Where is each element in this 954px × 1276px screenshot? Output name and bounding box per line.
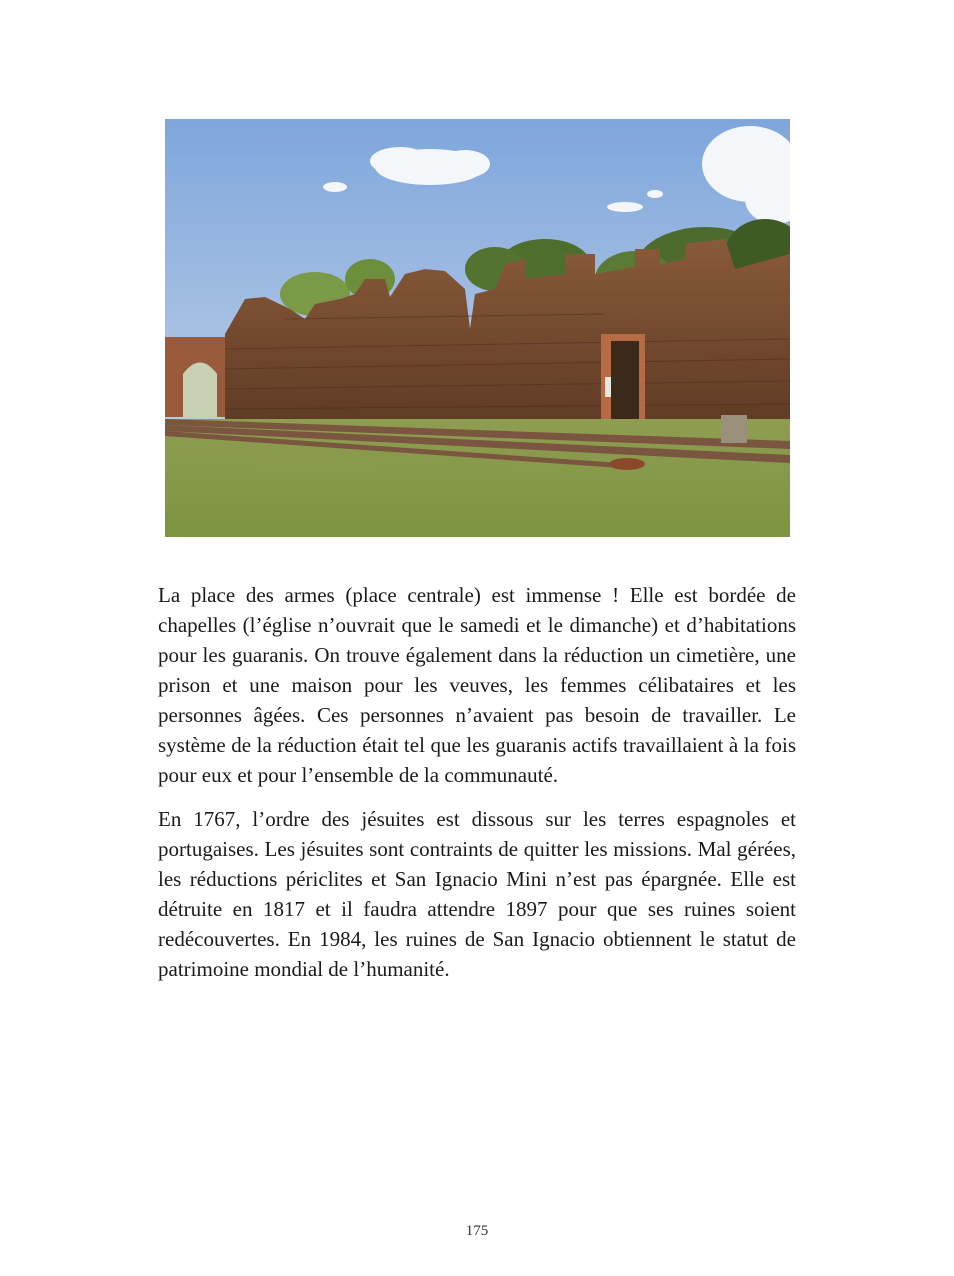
page-number: 175 [465, 1223, 489, 1239]
arch-ruin [165, 337, 235, 417]
ruins-illustration [165, 119, 790, 537]
body-text [158, 580, 796, 998]
dirt-mound [609, 458, 645, 470]
paragraph-1: La place des armes (place centrale) est immense ! Elle est bordée de chapelles (l’église n’ouvrait que le samedi et le dimanche) et d’habitations pour les guaranis. On trouve également dans la réduction un cimetière, une prison et une maison pour les veuves, les femmes célibataires et les personnes âgées. Ces personnes n’avaient pas besoin de travailler. Le système de la réduction était tel que les guaranis actifs travaillaient à la fois pour eux et pour l’ensemble de la communauté. [158, 583, 796, 787]
ruins-photo [165, 119, 790, 537]
stone-block [721, 415, 747, 443]
paragraph-2: En 1767, l’ordre des jésuites est dissous sur les terres espagnoles et portugaises. Les jésuites sont contraints de quitter les missions. Mal gérées, les réductions périclites et San Ignacio Mini n’est pas épargnée. Elle est détruite en 1817 et il faudra attendre 1897 pour que ses ruines soient redécouvertes. En 1984, les ruines de San Ignacio obtiennent le statut de patrimoine mondial de l’humanité. [158, 807, 796, 981]
